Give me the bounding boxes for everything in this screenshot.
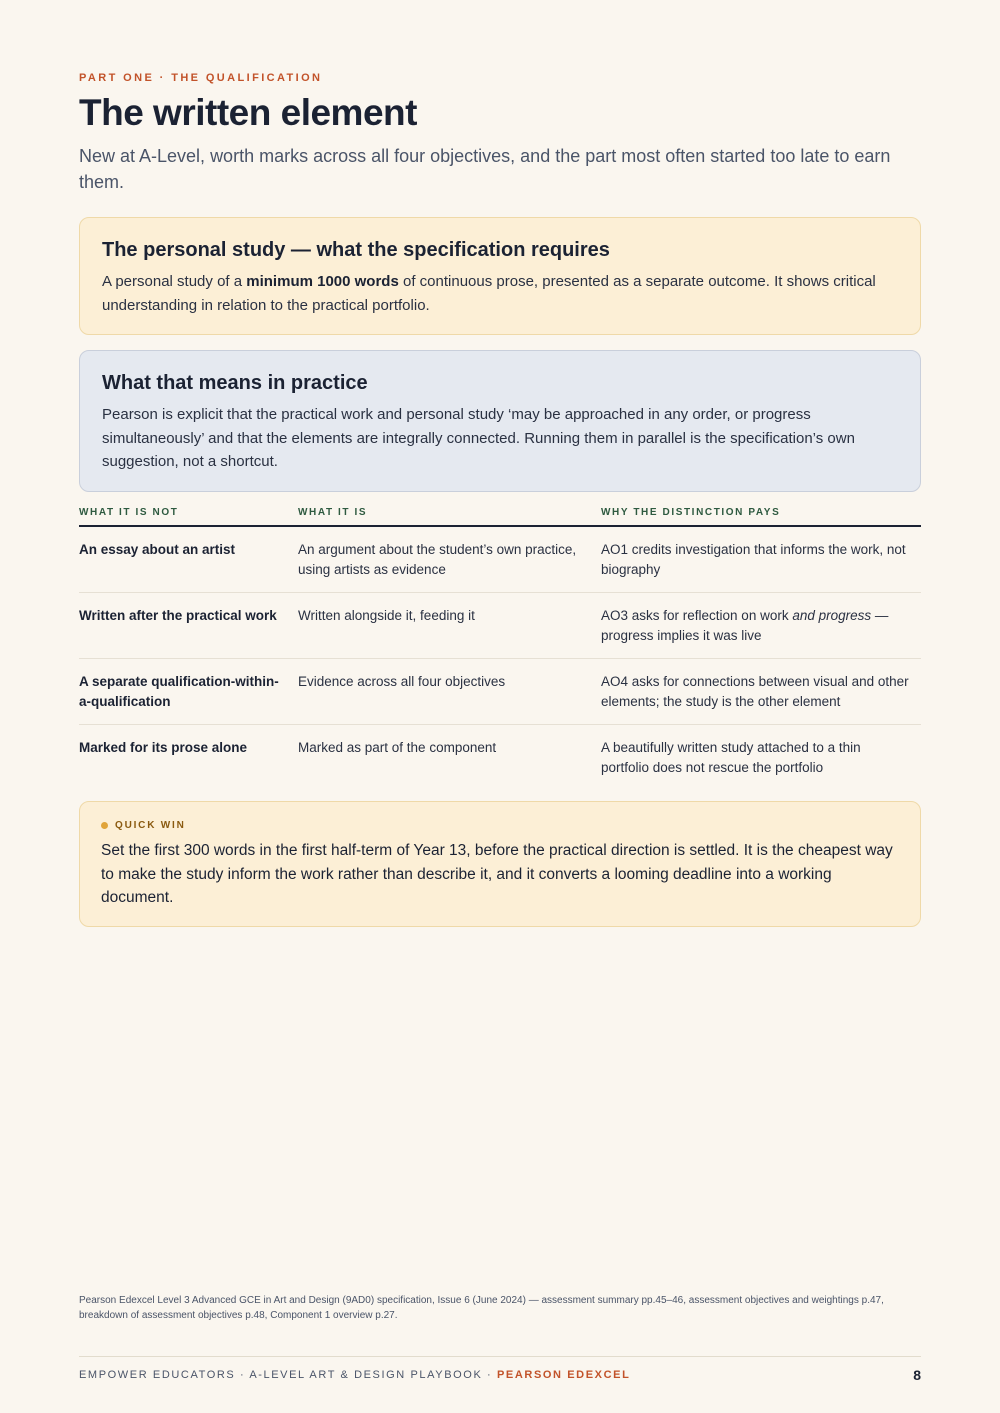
- cell-why: A beautifully written study attached to a thin portfolio does not rescue the portfolio: [601, 740, 861, 775]
- page-footer: [79, 1356, 921, 1383]
- column-header-is: WHAT IT IS: [298, 507, 368, 518]
- cell-is: An argument about the student’s own practice, using artists as evidence: [298, 542, 577, 577]
- page-number: 8: [913, 1367, 921, 1383]
- source-note: Pearson Edexcel Level 3 Advanced GCE in Art and Design (9AD0) specification, Issue 6 (June 2024) — assessment summary pp.45–46, assessment objectives and weightings p.47, breakdown of assessment objectives p.48, Component 1 overview p.27.: [79, 1295, 884, 1321]
- page: [79, 0, 921, 1413]
- table-row: [79, 593, 921, 659]
- cell-not: Marked for its prose alone: [79, 740, 248, 755]
- cell-why-start: AO3 asks for reflection on work: [601, 608, 793, 623]
- cell-why: [601, 606, 921, 646]
- cell-why-end: — progress implies it was live: [601, 608, 889, 643]
- quick-win-text: Set the first 300 words in the first half-term of Year 13, before the practical direction is settled. It is the cheapest way to make the study inform the work rather than describe it, and it converts a looming deadline into a working document.: [101, 842, 893, 906]
- table-row: [79, 527, 921, 593]
- table-header: [79, 505, 921, 527]
- bullet-dot-icon: [101, 822, 108, 829]
- page-title: The written element: [79, 92, 417, 133]
- cell-is: Written alongside it, feeding it: [298, 608, 475, 623]
- footer-series: EMPOWER EDUCATORS · A-LEVEL ART & DESIGN PLAYBOOK ·: [79, 1369, 497, 1381]
- requirement-text: [102, 270, 898, 317]
- cell-not: Written after the practical work: [79, 608, 277, 623]
- requirement-text-bold: minimum 1000 words: [246, 273, 399, 290]
- page-subtitle: New at A-Level, worth marks across all four objectives, and the part most often started too late to earn them.: [79, 146, 891, 192]
- cell-why: AO4 asks for connections between visual and other elements; the study is the other element: [601, 674, 909, 709]
- requirement-heading: The personal study — what the specification requires: [102, 239, 610, 261]
- practice-text: Pearson is explicit that the practical work and personal study ‘may be approached in any order, or progress simultaneously’ and that the elements are integrally connected. Running them in parallel is the specification’s own suggestion, not a shortcut.: [102, 406, 855, 470]
- quick-win-label: [101, 820, 899, 831]
- footer-title: [79, 1369, 630, 1381]
- requirement-box: [79, 217, 921, 335]
- table-row: [79, 725, 921, 790]
- requirement-text-start: A personal study of a: [102, 273, 247, 290]
- practice-box: [79, 350, 921, 492]
- footer-brand: PEARSON EDEXCEL: [496, 1369, 631, 1381]
- quick-win-box: [79, 801, 921, 927]
- quick-win-label-text: QUICK WIN: [115, 820, 186, 831]
- cell-is: Evidence across all four objectives: [298, 674, 506, 689]
- requirement-text-end: of continuous prose, presented as a separate outcome. It shows critical understanding in relation to the practical portfolio.: [102, 273, 876, 314]
- column-header-why: WHY THE DISTINCTION PAYS: [601, 507, 781, 518]
- column-header-not: WHAT IT IS NOT: [79, 507, 179, 518]
- distinction-table: [79, 505, 921, 790]
- cell-not: A separate qualification-within-a-qualification: [79, 674, 279, 709]
- cell-why-emphasis: and progress: [792, 608, 872, 623]
- table-row: [79, 659, 921, 725]
- cell-not: An essay about an artist: [79, 542, 236, 557]
- section-eyebrow: PART ONE · THE QUALIFICATION: [79, 72, 323, 84]
- practice-heading: What that means in practice: [102, 372, 368, 394]
- cell-why: AO1 credits investigation that informs the work, not biography: [601, 542, 906, 577]
- cell-is: Marked as part of the component: [298, 740, 497, 755]
